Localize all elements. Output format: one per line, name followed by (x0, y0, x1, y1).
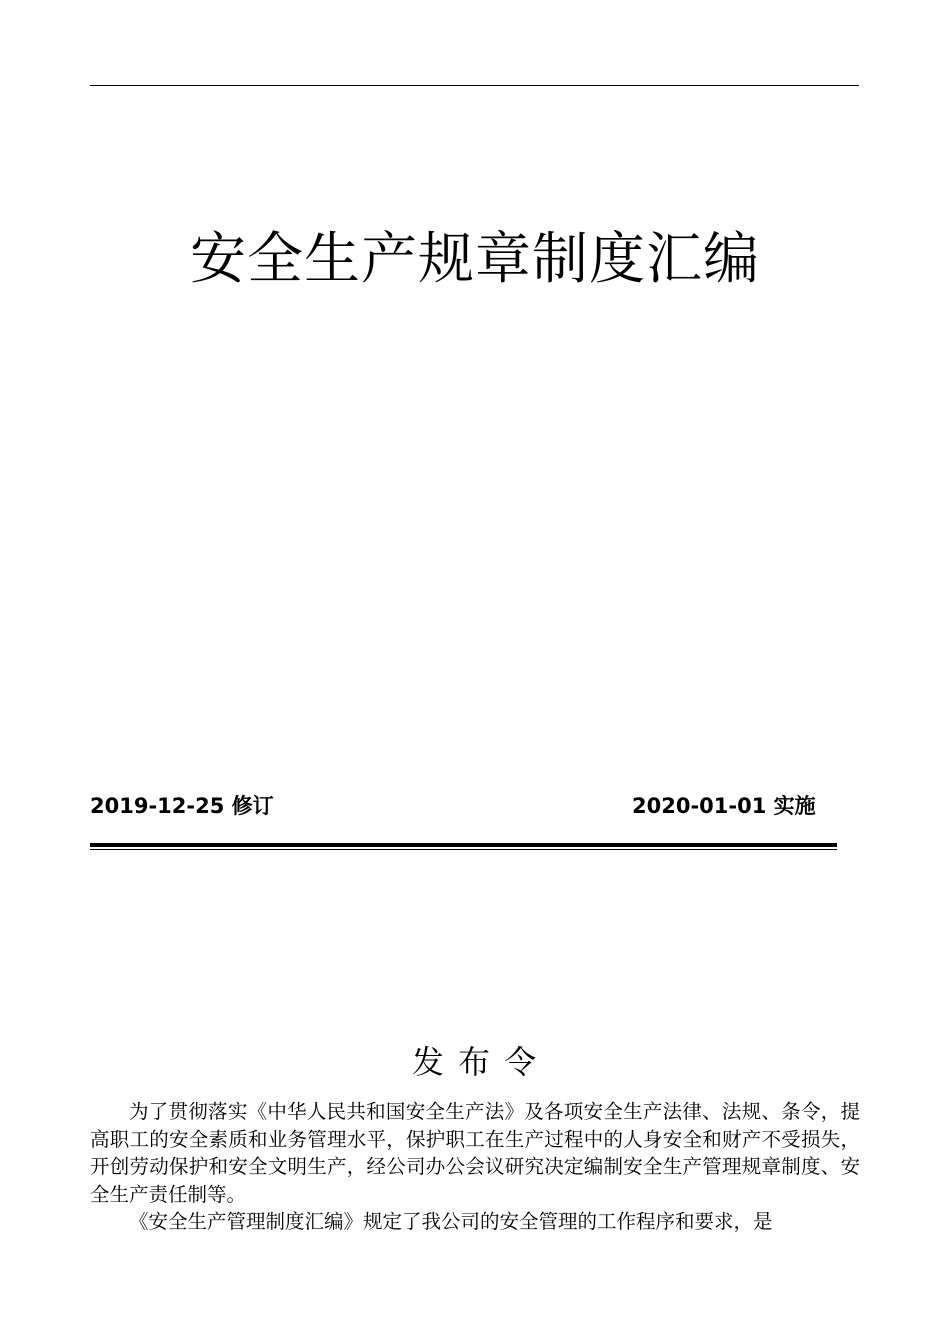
document-title: 安全生产规章制度汇编 (190, 227, 760, 292)
decree-paragraph: 《安全生产管理制度汇编》规定了我公司的安全管理的工作程序和要求，是 (129, 1210, 773, 1233)
header-rule (90, 85, 859, 86)
decree-body (90, 1098, 860, 1236)
effective-date: 2020-01-01 实施 (632, 794, 816, 818)
decree-heading: 发 布 令 (411, 1043, 539, 1081)
divider-thick-line (90, 843, 837, 847)
revision-date: 2019-12-25 修订 (90, 794, 274, 818)
cover-divider (90, 843, 837, 850)
divider-thin-line (90, 849, 837, 850)
decree-paragraph: 为了贯彻落实《中华人民共和国安全生产法》及各项安全生产法律、法规、条令，提高职工的安全素质和业务管理水平，保护职工在生产过程中的人身安全和财产不受损失，开创劳动保护和安全文明生产，经公司办公会议研究决定编制安全生产管理规章制度、安全生产责任制等。 (90, 1100, 860, 1206)
